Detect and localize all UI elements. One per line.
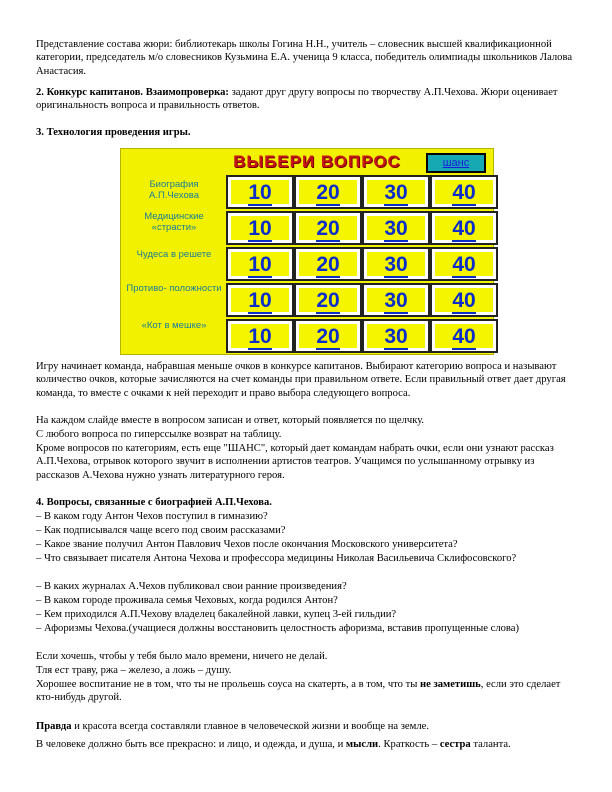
cell-r2-10[interactable]: 10 (228, 213, 292, 243)
section-4-heading: 4. Вопросы, связанные с биографией А.П.Чехова. (36, 497, 272, 508)
board-title: ВЫБЕРИ ВОПРОС (233, 152, 401, 171)
section-2-heading: 2. Конкурс капитанов. Взаимопроверка: (36, 87, 229, 98)
cell-r1-30[interactable]: 30 (364, 177, 428, 207)
cell-r5-40[interactable]: 40 (432, 321, 496, 351)
cell-r4-10[interactable]: 10 (228, 285, 292, 315)
question-8: – Афоризмы Чехова.(учащиеся должны восстановить целостность афоризма, вставив пропущенные слова) (36, 623, 520, 634)
missing-word-3: мысли (345, 739, 379, 750)
aphorism-5: В человеке должно быть все прекрасно: и лицо, и одежда, и душа, и мысли. Краткость – сестра таланта. (36, 739, 511, 750)
cell-r1-40[interactable]: 40 (432, 177, 496, 207)
section-2-text: задают друг другу вопросы по творчеству А.П.Чехова. Жюри оценивает оригинальность вопроса и правильность ответов. (36, 87, 558, 112)
aphorism-4: Правда и красота всегда составляли главное в человеческой жизни и вообще на земле. (36, 721, 429, 732)
rules-paragraph: Игру начинает команда, набравшая меньше очков в конкурсе капитанов. Выбирают категорию вопроса и называют количество очков, которые зачисляются на счет команды при правильном ответе. Если правильный ответ дает другая команда, то вместе с очками к ней переходит и право выбора следующего вопроса. (36, 361, 566, 399)
cell-r2-40[interactable]: 40 (432, 213, 496, 243)
missing-word-2: Правда (36, 721, 72, 732)
cell-r5-10[interactable]: 10 (228, 321, 292, 351)
category-cat-in-bag[interactable]: «Кот в мешке» (141, 320, 207, 331)
question-6: – В каком городе проживала семья Чеховых, когда родился Антон? (36, 595, 338, 606)
cell-r3-20[interactable]: 20 (296, 249, 360, 279)
slide-note: На каждом слайде вместе в вопросом записан и ответ, который появляется по щелчку. (36, 415, 425, 426)
cell-r2-20[interactable]: 20 (296, 213, 360, 243)
question-1: – В каком году Антон Чехов поступил в гимназию? (36, 511, 268, 522)
cell-r3-30[interactable]: 30 (364, 249, 428, 279)
category-biography[interactable]: Биография А.П.Чехова (148, 179, 199, 201)
missing-word-4: сестра (439, 739, 471, 750)
chance-paragraph: Кроме вопросов по категориям, есть еще "ШАНС", который дает командам набрать очки, если они узнают рассказ А.П.Чехова, отрывок которого звучит в исполнении артистов театров. Учащимся по услышанному отрывку из рассказов А.Чехова нужно узнать литературного героя. (36, 443, 554, 481)
aphorism-3: Хорошее воспитание не в том, что ты не прольешь соуса на скатерть, а в том, что ты не заметишь, если это сделает кто-нибудь другой. (36, 679, 561, 704)
question-5: – В каких журналах А.Чехов публиковал свои ранние произведения? (36, 581, 347, 592)
question-3: – Какое звание получил Антон Павлович Чехов после окончания Московского университета? (36, 539, 458, 550)
cell-r1-10[interactable]: 10 (228, 177, 292, 207)
missing-word-1: не заметишь (419, 679, 481, 690)
category-medical[interactable]: Медицинские «страсти» (144, 211, 204, 233)
cell-r1-20[interactable]: 20 (296, 177, 360, 207)
intro-paragraph: Представление состава жюри: библиотекарь школы Гогина Н.Н., учитель – словесник высшей квалификационной категории, председатель м/о словесников Кузьмина Е.А. ученица 9 класса, победитель олимпиады школьников Лалова Анастасия. (36, 39, 573, 77)
question-board (120, 148, 494, 355)
hyperlink-note: С любого вопроса по гиперссылке возврат на таблицу. (36, 429, 282, 440)
section-3-heading: 3. Технология проведения игры. (36, 127, 191, 138)
category-opposites[interactable]: Противо- положности (126, 283, 222, 294)
cell-r5-20[interactable]: 20 (296, 321, 360, 351)
cell-r4-40[interactable]: 40 (432, 285, 496, 315)
cell-r2-30[interactable]: 30 (364, 213, 428, 243)
cell-r5-30[interactable]: 30 (364, 321, 428, 351)
chance-button[interactable]: шанс (426, 153, 486, 173)
question-7: – Кем приходился А.П.Чехову владелец бакалейной лавки, купец 3-ей гильдии? (36, 609, 397, 620)
category-miracles[interactable]: Чудеса в решете (136, 249, 212, 260)
cell-r3-10[interactable]: 10 (228, 249, 292, 279)
aphorism-2: Тля ест траву, ржа – железо, а ложь – душу. (36, 665, 232, 676)
question-2: – Как подписывался чаще всего под своим рассказами? (36, 525, 286, 536)
question-4: – Что связывает писателя Антона Чехова и профессора медицины Николая Васильевича Склифосовского? (36, 553, 517, 564)
aphorism-1: Если хочешь, чтобы у тебя было мало времени, ничего не делай. (36, 651, 328, 662)
section-2-paragraph (36, 86, 576, 113)
cell-r3-40[interactable]: 40 (432, 249, 496, 279)
cell-r4-30[interactable]: 30 (364, 285, 428, 315)
cell-r4-20[interactable]: 20 (296, 285, 360, 315)
